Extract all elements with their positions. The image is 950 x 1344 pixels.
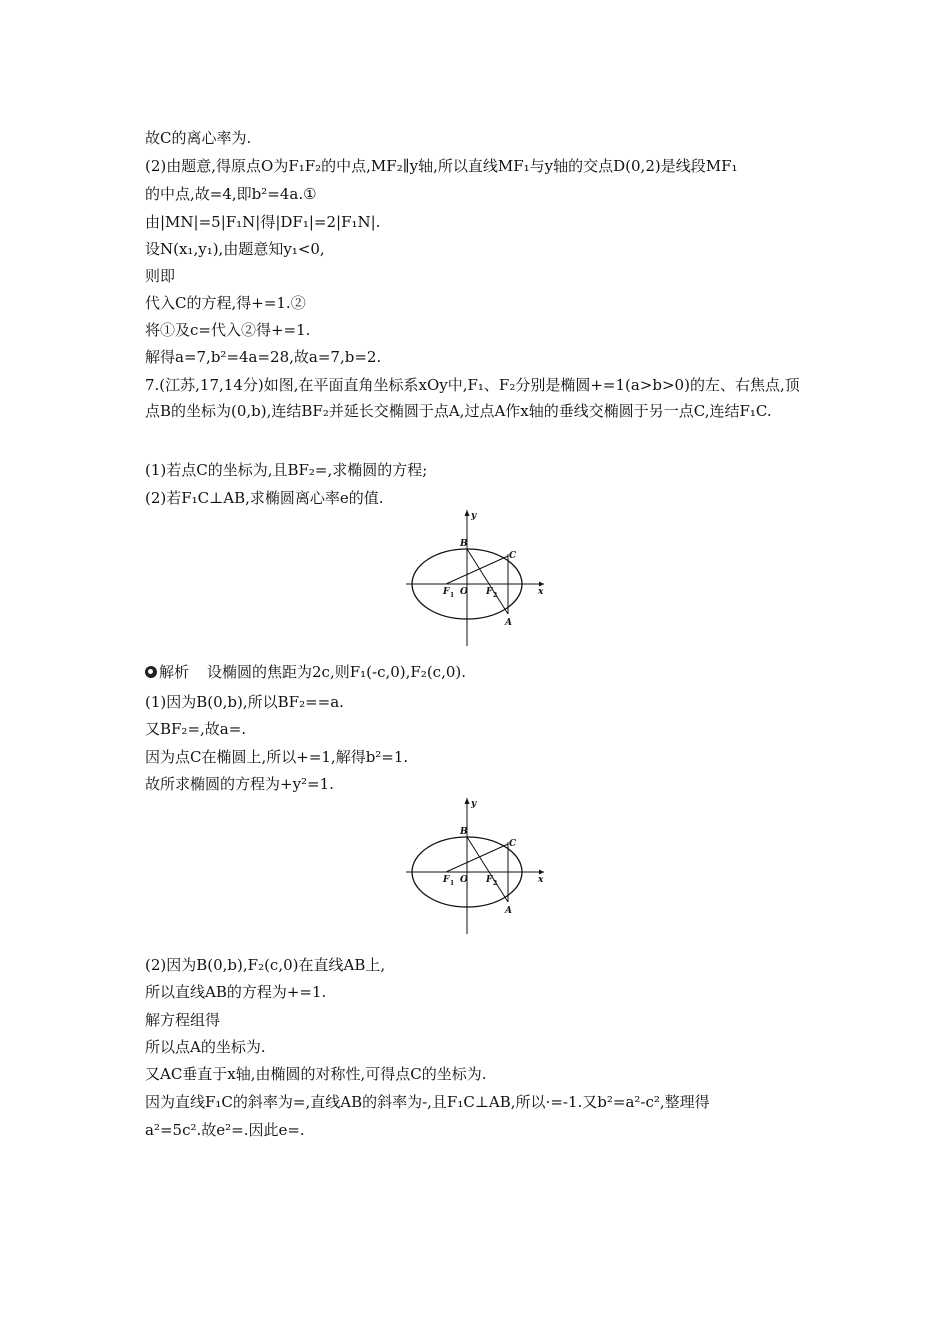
label-o: O [460, 587, 468, 597]
label-f2: F [486, 587, 493, 597]
text-line: 所以点A的坐标为. [145, 1038, 266, 1056]
text-line: 又BF₂=,故a=. [145, 720, 247, 738]
label-y: y [471, 799, 477, 809]
label-f2-sub: 2 [493, 880, 498, 887]
problem-part-1: (1)若点C的坐标为,且BF₂=,求椭圆的方程; [145, 461, 428, 479]
label-f1: F [443, 875, 450, 885]
label-c: C [509, 551, 517, 561]
solution-tag: 解析 [159, 663, 190, 681]
text-line: 又AC垂直于x轴,由椭圆的对称性,可得点C的坐标为. [145, 1065, 487, 1083]
label-x: x [538, 875, 544, 885]
text-line: 解得a=7,b²=4a=28,故a=7,b=2. [145, 348, 382, 366]
problem-part-2: (2)若F₁C⊥AB,求椭圆离心率e的值. [145, 489, 384, 507]
text-line: 故C的离心率为. [145, 129, 252, 147]
text-line: 设N(x₁,y₁),由题意知y₁<0, [145, 240, 325, 258]
text-line: a²=5c².故e²=.因此e=. [145, 1121, 305, 1139]
label-x: x [538, 587, 544, 597]
label-b: B [460, 827, 468, 837]
problem-statement: 7.(江苏,17,14分)如图,在平面直角坐标系xOy中,F₁、F₂分别是椭圆+=1(a>b>0)的左、右焦点,顶点B的坐标为(0,b),连结BF₂并延长交椭圆于点A,过点A作x轴的垂线交椭圆于另一点C,连结F₁C. [145, 376, 800, 420]
label-f1-sub: 1 [450, 592, 455, 599]
label-f1: F [443, 587, 450, 597]
text-line: 因为点C在椭圆上,所以+=1,解得b²=1. [145, 748, 409, 766]
ellipse-figure-solution [398, 796, 550, 936]
text-line: (2)由题意,得原点O为F₁F₂的中点,MF₂∥y轴,所以直线MF₁与y轴的交点D(0,2)是线段MF₁ [145, 157, 738, 175]
label-y: y [471, 511, 477, 521]
text-line: 代入C的方程,得+=1.② [145, 294, 306, 312]
text-line: 将①及c=代入②得+=1. [145, 321, 311, 339]
solution-bullet-icon [145, 666, 157, 678]
label-a: A [505, 906, 512, 916]
text-line: 解方程组得 [145, 1011, 221, 1029]
text-line: (1)因为B(0,b),所以BF₂==a. [145, 693, 344, 711]
text-line: 故所求椭圆的方程为+y²=1. [145, 775, 334, 793]
ellipse-figure-problem [398, 508, 550, 648]
text-line: (2)因为B(0,b),F₂(c,0)在直线AB上, [145, 956, 386, 974]
label-f1-sub: 1 [450, 880, 455, 887]
label-o: O [460, 875, 468, 885]
solution-header [145, 662, 466, 682]
label-a: A [505, 618, 512, 628]
text-line: 因为直线F₁C的斜率为=,直线AB的斜率为-,且F₁C⊥AB,所以·=-1.又b²=a²-c²,整理得 [145, 1093, 710, 1111]
text-line: 所以直线AB的方程为+=1. [145, 983, 327, 1001]
label-f2-sub: 2 [493, 592, 498, 599]
text-line: 的中点,故=4,即b²=4a.① [145, 185, 317, 203]
label-f2: F [486, 875, 493, 885]
label-b: B [460, 539, 468, 549]
text-line: 由|MN|=5|F₁N|得|DF₁|=2|F₁N|. [145, 213, 381, 231]
solution-intro: 设椭圆的焦距为2c,则F₁(-c,0),F₂(c,0). [207, 663, 467, 681]
label-c: C [509, 839, 517, 849]
text-line: 则即 [145, 267, 176, 285]
